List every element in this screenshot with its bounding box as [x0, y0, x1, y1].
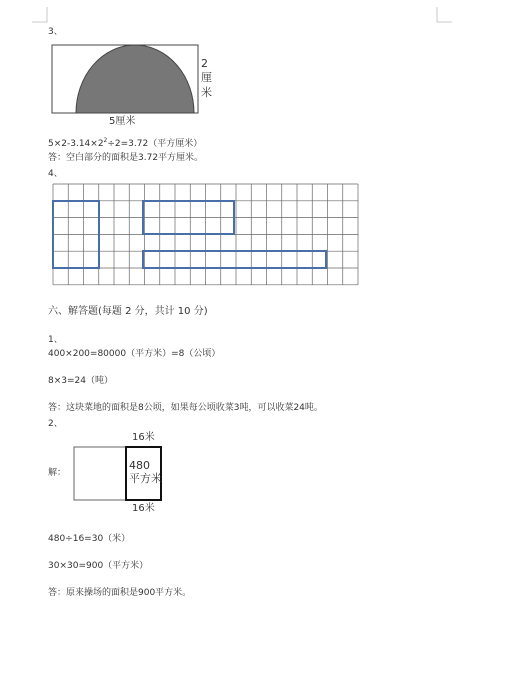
q3-formula: $5\times 2-3.14\times 2^2\div 2=3.72$（平方厘米）: [48, 137, 203, 149]
bottom-length-label: 5厘米: [109, 116, 136, 127]
question-3-number: 3、: [48, 27, 63, 37]
problem-2-line-1: 480÷16=30（米）: [48, 534, 131, 544]
problem-1-number: 1、: [48, 335, 63, 345]
problem-1-line-1: 400×200=80000（平方米）=8（公顷）: [48, 349, 221, 359]
section-6-heading: 六、解答题(每题 2 分，共计 10 分): [48, 306, 208, 317]
q3-answer: 答：空白部分的面积是3.72平方厘米。: [48, 153, 204, 163]
bottom-side-label: 16米: [132, 503, 155, 514]
question-4-number: 4、: [48, 169, 63, 179]
solve-label: 解：: [48, 468, 67, 478]
problem-1-answer: 答：这块菜地的面积是8公顷，如果每公顷收菜3吨，可以收菜24吨。: [48, 403, 323, 413]
top-length-label: 16米: [132, 432, 155, 443]
problem-1-line-2: 8×3=24（吨）: [48, 376, 113, 386]
problem-2-answer: 答：原来操场的面积是900平方米。: [48, 588, 192, 598]
area-number: 480: [129, 459, 150, 472]
area-unit: 平方米: [129, 472, 162, 485]
side-label-char-2: 米: [201, 86, 212, 99]
side-label-char-1: 厘: [201, 71, 212, 84]
problem-2-line-2: 30×30=900（平方米）: [48, 561, 149, 571]
side-label-number: 2: [201, 57, 208, 70]
problem-2-number: 2、: [48, 419, 63, 429]
